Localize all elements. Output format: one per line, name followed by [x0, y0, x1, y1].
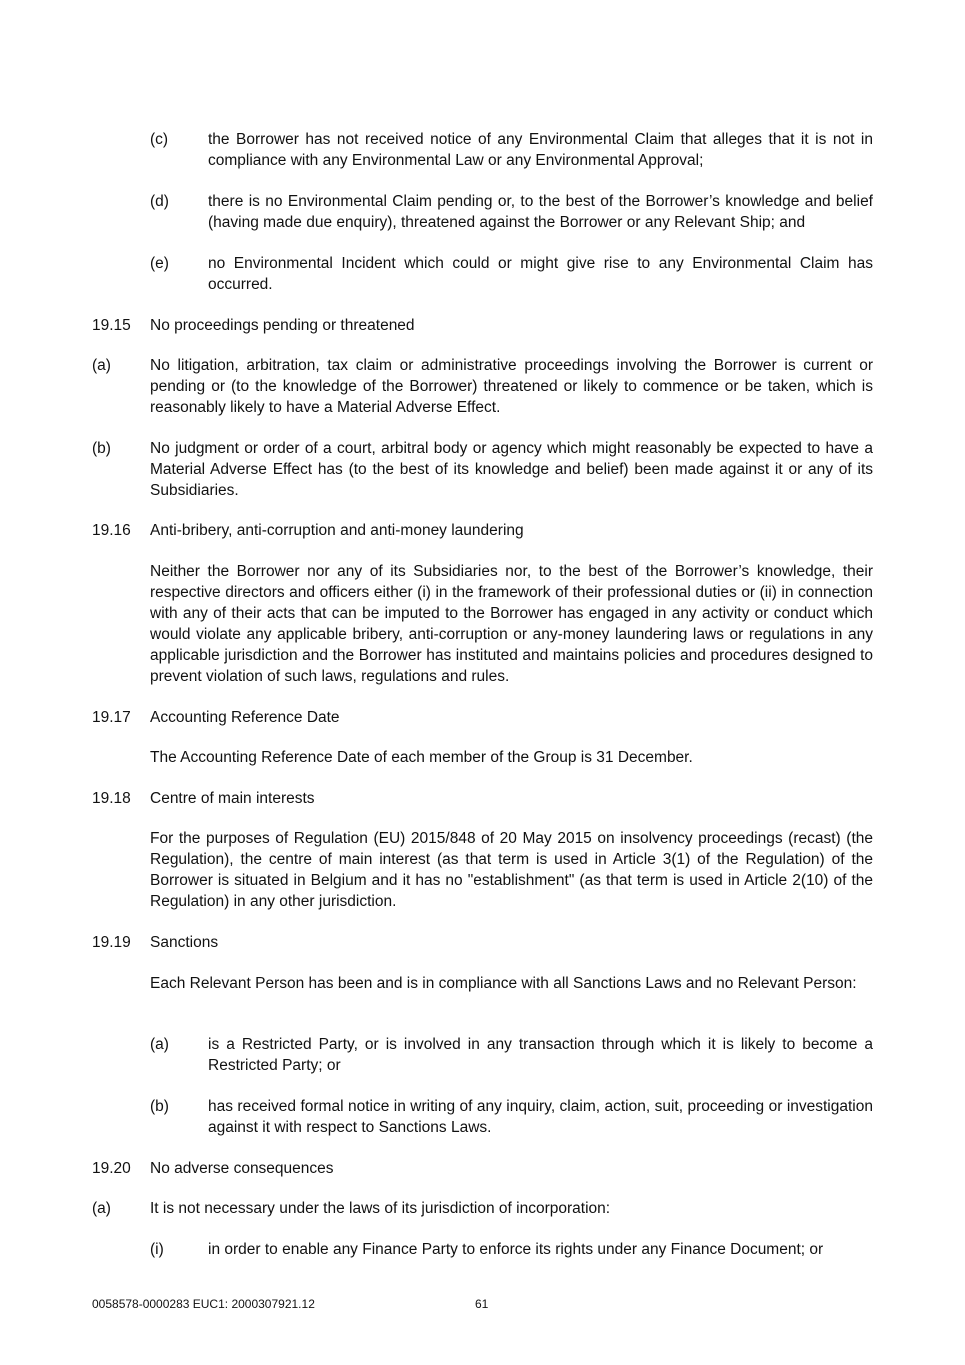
section-number: 19.15 [92, 317, 131, 334]
section-body: For the purposes of Regulation (EU) 2015/848 of 20 May 2015 on insolvency proceedings (recast) (the Regulation), the centre of main interest (as that term is used in Article 3(1) of the Regulation) of the Borrower is situated in Belgium and it has no "establishment" (as that term is used in Article 2(10) of the Regulation) in any other jurisdiction. [150, 830, 873, 910]
sub-item-label: (i) [150, 1241, 164, 1258]
footer-doc-ref: 0058578-0000283 EUC1: 2000307921.12 [92, 1297, 315, 1311]
section-number: 19.18 [92, 790, 131, 807]
item-text: the Borrower has not received notice of any Environmental Claim that alleges that it is not in compliance with any Environmental Law or any Environmental Approval; [208, 131, 873, 169]
page-number: 61 [475, 1297, 489, 1311]
section-title: Sanctions [150, 934, 219, 951]
section-title: No proceedings pending or threatened [150, 317, 415, 334]
section-number: 19.20 [92, 1160, 131, 1177]
item-text: is a Restricted Party, or is involved in any transaction through which it is likely to become a Restricted Party; or [208, 1036, 873, 1074]
item-label: (b) [150, 1098, 169, 1115]
item-label: (a) [92, 1200, 111, 1217]
section-body: Each Relevant Person has been and is in compliance with all Sanctions Laws and no Relevant Person: [150, 975, 857, 992]
item-label: (a) [150, 1036, 169, 1053]
item-label: (c) [150, 131, 169, 148]
sub-item-text: in order to enable any Finance Party to enforce its rights under any Finance Document; or [208, 1241, 824, 1258]
section-number: 19.16 [92, 522, 131, 539]
item-text: there is no Environmental Claim pending or, to the best of the Borrower’s knowledge and belief (having made due enquiry), threatened against the Borrower or any Relevant Ship; and [208, 193, 873, 231]
section-title: Accounting Reference Date [150, 709, 340, 726]
section-number: 19.19 [92, 934, 131, 951]
item-text: has received formal notice in writing of any inquiry, claim, action, suit, proceeding or investigation against it with respect to Sanctions Laws. [208, 1098, 873, 1136]
section-number: 19.17 [92, 709, 131, 726]
item-label: (e) [150, 255, 169, 272]
item-text: No judgment or order of a court, arbitral body or agency which might reasonably be expected to have a Material Adverse Effect has (to the best of its knowledge and belief) been made against it or any of its Subsidiaries. [150, 440, 873, 499]
section-title: Centre of main interests [150, 790, 315, 807]
item-text: It is not necessary under the laws of its jurisdiction of incorporation: [150, 1200, 611, 1217]
section-title: Anti-bribery, anti-corruption and anti-money laundering [150, 522, 524, 539]
section-body: Neither the Borrower nor any of its Subsidiaries nor, to the best of the Borrower’s knowledge, their respective directors and officers either (i) in the framework of their professional duties or (ii) in connection with any of their acts that can be imputed to the Borrower has engaged in any activity or conduct which would violate any applicable bribery, anti-corruption or any-money laundering laws or regulations in any applicable jurisdiction and the Borrower has instituted and maintains policies and procedures designed to prevent violation of such laws, regulations and rules. [150, 563, 873, 685]
item-label: (a) [92, 357, 111, 374]
item-label: (b) [92, 440, 111, 457]
item-text: No litigation, arbitration, tax claim or administrative proceedings involving the Borrower is current or pending or (to the knowledge of the Borrower) threatened or likely to commence or be taken, which is reasonably likely to have a Material Adverse Effect. [150, 357, 873, 416]
item-text: no Environmental Incident which could or might give rise to any Environmental Claim has occurred. [208, 255, 873, 293]
item-label: (d) [150, 193, 169, 210]
section-title: No adverse consequences [150, 1160, 334, 1177]
section-body: The Accounting Reference Date of each member of the Group is 31 December. [150, 749, 693, 766]
